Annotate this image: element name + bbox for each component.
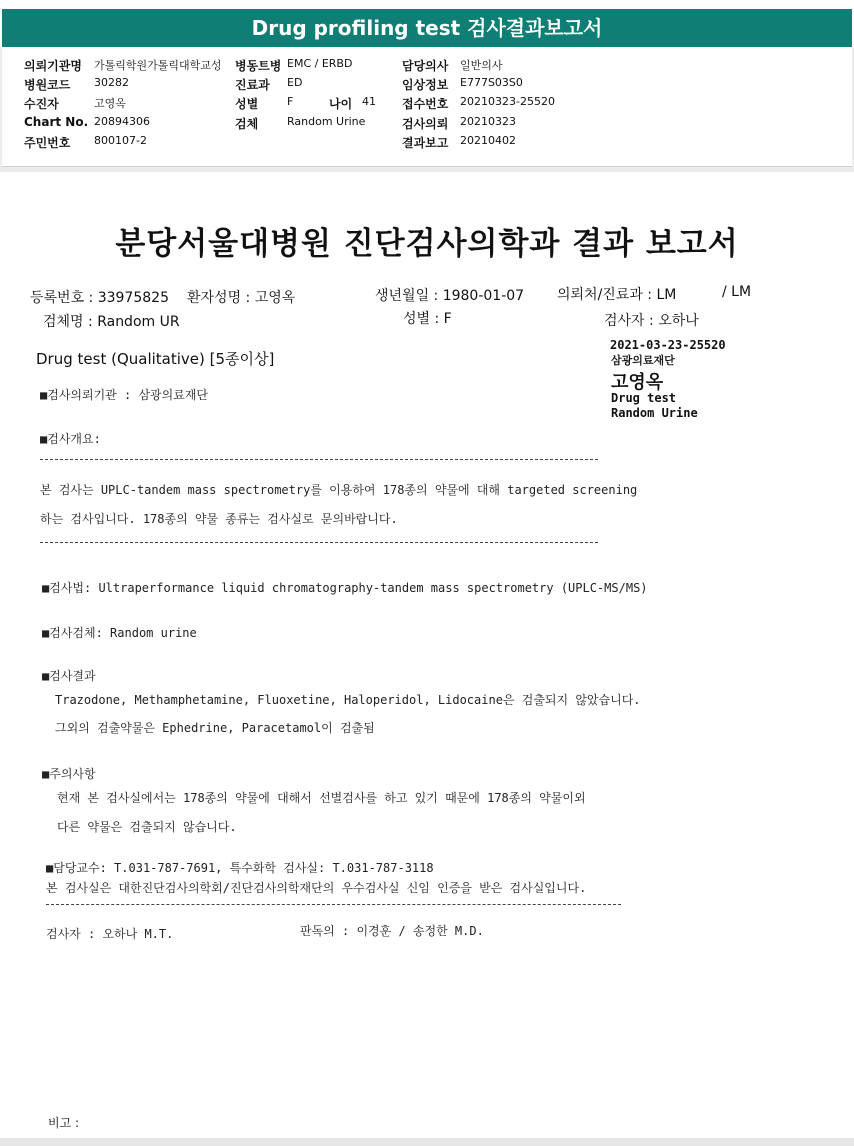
- patient-info-panel: [2, 48, 852, 167]
- certification: 본 검사실은 대한진단검사의학회/진단검사의학재단의 우수검사실 신임 인증을 받은 검사실입니다.: [46, 881, 587, 895]
- sex-value: F: [287, 95, 294, 108]
- reader-signature: 판독의 : 이경훈 / 송정한 M.D.: [300, 924, 484, 938]
- ward-value: EMC / ERBD: [287, 57, 353, 70]
- specimen-name: 검체명 : Random UR: [43, 314, 180, 330]
- stamp-test: Drug test: [611, 391, 677, 405]
- stamp-patient: 고영옥: [611, 372, 664, 393]
- bottom-strip: [0, 1138, 854, 1146]
- birth-date: 생년월일 : 1980-01-07: [375, 288, 525, 304]
- overview-line-1: 본 검사는 UPLC-tandem mass spectrometry를 이용하여 178종의 약물에 대해 targeted screening: [40, 483, 638, 497]
- report-document: [0, 172, 854, 1138]
- overview-line-2: 하는 검사입니다. 178종의 약물 종류는 검사실로 문의바랍니다.: [40, 512, 398, 526]
- institution-label: 의뢰기관명: [24, 59, 82, 73]
- resident-value: 800107-2: [94, 134, 147, 147]
- report-title: 분당서울대병원 진단검사의학과 결과 보고서: [115, 226, 739, 262]
- requesting-institution: ■검사의뢰기관 : 삼광의료재단: [40, 388, 209, 402]
- patient-label: 수진자: [24, 97, 59, 111]
- request-value: 20210323: [460, 115, 516, 128]
- result-line-2: 그외의 검출약물은 Ephedrine, Paracetamol이 검출됨: [55, 721, 375, 735]
- registration-number: 등록번호 : 33975825: [30, 290, 169, 306]
- ward-label: 병동트병: [235, 59, 282, 73]
- patient-sex: 성별 : F: [403, 311, 452, 327]
- professor-contact: ■담당교수: T.031-787-7691, 특수화학 검사실: T.031-787-3118: [46, 861, 434, 875]
- result-heading: ■검사결과: [42, 669, 96, 683]
- requesting-dept-secondary: / LM: [722, 284, 752, 300]
- chart-value: 20894306: [94, 115, 150, 128]
- report-label: 결과보고: [402, 136, 449, 150]
- stamp-number: 2021-03-23-25520: [610, 338, 726, 352]
- institution-value: 가톨릭학원가톨릭대학교성: [94, 59, 222, 72]
- receipt-value: 20210323-25520: [460, 95, 555, 108]
- caution-line-2: 다른 약물은 검출되지 않습니다.: [57, 820, 237, 834]
- report-value: 20210402: [460, 134, 516, 147]
- report-header-title: Drug profiling test 검사결과보고서: [2, 9, 852, 47]
- divider: [46, 904, 621, 905]
- specimen-label: 검체: [235, 117, 259, 131]
- remarks: 비고 :: [48, 1116, 80, 1130]
- chart-label: Chart No.: [24, 115, 89, 129]
- examiner: 검사자 : 오하나: [604, 313, 699, 329]
- age-label: 나이: [329, 97, 353, 111]
- resident-label: 주민번호: [24, 136, 71, 150]
- request-label: 검사의뢰: [402, 117, 449, 131]
- caution-line-1: 현재 본 검사실에서는 178종의 약물에 대해서 선별검사를 하고 있기 때문에 178종의 약물이외: [57, 791, 586, 805]
- divider: [40, 542, 598, 543]
- stamp-institution: 삼광의료재단: [611, 354, 675, 367]
- dept-label: 진료과: [235, 78, 270, 92]
- clinical-label: 임상정보: [402, 78, 449, 92]
- clinical-value: E777S03S0: [460, 76, 523, 89]
- requesting-dept: 의뢰처/진료과 : LM: [557, 287, 677, 303]
- overview-heading: ■검사개요:: [40, 432, 101, 446]
- stamp-specimen: Random Urine: [611, 406, 698, 420]
- doctor-label: 담당의사: [402, 59, 449, 73]
- result-line-1: Trazodone, Methamphetamine, Fluoxetine, Haloperidol, Lidocaine은 검출되지 않았습니다.: [55, 693, 641, 707]
- tester-signature: 검사자 : 오하나 M.T.: [46, 927, 174, 941]
- hospital-code-value: 30282: [94, 76, 129, 89]
- doctor-value: 일반의사: [460, 59, 503, 72]
- patient-value: 고영옥: [94, 97, 126, 110]
- caution-heading: ■주의사항: [42, 767, 96, 781]
- title-bar: [0, 0, 854, 48]
- sex-label: 성별: [235, 97, 259, 111]
- patient-name: 환자성명 : 고영옥: [187, 290, 296, 306]
- specimen-line: ■검사검체: Random urine: [42, 626, 197, 640]
- dept-value: ED: [287, 76, 303, 89]
- age-value: 41: [362, 95, 376, 108]
- hospital-code-label: 병원코드: [24, 78, 71, 92]
- specimen-value: Random Urine: [287, 115, 366, 128]
- receipt-label: 접수번호: [402, 97, 449, 111]
- method-line: ■검사법: Ultraperformance liquid chromatography-tandem mass spectrometry (UPLC-MS/MS): [42, 581, 648, 595]
- test-name: Drug test (Qualitative) [5종이상]: [36, 350, 275, 368]
- divider: [40, 459, 598, 460]
